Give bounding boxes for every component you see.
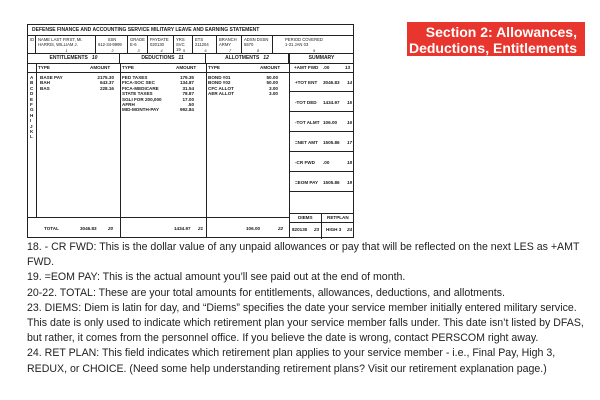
id-cell-grade: GRADE E-6 3 <box>128 36 148 53</box>
list-item: BASE PAY 2175.30 <box>40 75 114 80</box>
divider <box>120 63 121 238</box>
totals-label: TOTAL <box>44 226 59 231</box>
diems-retplan-box <box>289 213 354 239</box>
id-cell-ets: ETS 211204 6 <box>193 36 217 53</box>
summary-cr-fwd: -CR FWD .00 18 <box>289 152 354 172</box>
list-item: STATE TAXES 78.87 <box>122 91 194 97</box>
header-type-ded: TYPE <box>122 65 134 70</box>
diems-value: 820130 <box>292 227 308 232</box>
explanation-paragraph: 18. - CR FWD: This is the dollar value of any unpaid allowances or pay that will be reflected on the next LES as +AMT FWD. <box>27 241 580 269</box>
allotments-list <box>208 75 278 97</box>
les-form <box>27 24 354 238</box>
totals-ded-num: 21 <box>198 226 204 231</box>
row-letters: A B C D E F G H I J K L <box>30 75 34 140</box>
summary-net-amt: =NET AMT 1505.86 17 <box>289 132 354 152</box>
header-amt-fwd-num: 13 <box>345 65 351 70</box>
header-type-alm: TYPE <box>208 65 220 70</box>
section-summary: SUMMARY <box>308 55 335 61</box>
explanation-paragraph: 20-22. TOTAL: These are your total amounts for entitlements, allowances, deductions, and allotments. <box>27 286 505 299</box>
totals-alm: 106.00 <box>246 226 261 231</box>
id-cell-adsn: ADSN DSSN 5570 8 <box>242 36 273 53</box>
list-item: CFC ALLOT 3.00 <box>208 85 278 91</box>
retplan-label: RETPLAN <box>327 215 349 220</box>
section-entitlements: ENTITLEMENTS 10 <box>28 53 120 63</box>
section-badge <box>407 22 585 56</box>
retplan-value: HIGH 3 <box>326 227 342 232</box>
list-item: BAH 643.37 <box>40 80 114 86</box>
entitlements-list <box>40 75 114 91</box>
id-cell-ssn: SSN 612-34-9999 2 <box>96 36 128 53</box>
retplan-num: 24 <box>347 227 353 232</box>
id-cell-name: NAME LAST FIRST, MI. HARRIS, WILLIAM J. 1 <box>36 36 96 53</box>
explanation-text <box>27 240 593 377</box>
section-allotments: ALLOTMENTS 12 <box>206 53 289 63</box>
divider <box>36 63 37 217</box>
summary-tot-ded: -TOT DED 1434.97 15 <box>289 92 354 112</box>
explanation-paragraph: 24. RET PLAN: This field indicates which retirement plan applies to your service member - i.e., Final Pay, High 3, REDUX, or CHOICE. (Need some help understanding retirement plans? Visit our retirement explanation page.) <box>27 347 556 375</box>
section-badge-line1: Section 2: Allowances, <box>425 24 577 40</box>
header-amount-ded: AMOUNT <box>176 65 197 70</box>
header-amount-alm: AMOUNT <box>260 65 281 70</box>
id-cell-paydate: PAYDATE 020130 4 <box>148 36 174 53</box>
list-item: AER ALLOT 3.00 <box>208 91 278 97</box>
totals-ent-num: 20 <box>108 226 114 231</box>
section-deductions: DEDUCTIONS 11 <box>120 53 206 63</box>
list-item: BOND #01 50.00 <box>208 75 278 80</box>
id-cell-period: PERIOD COVERED 1-31 JAN 03 9 <box>285 37 323 53</box>
list-item: FICA-MEDICARE 31.54 <box>122 85 194 91</box>
diems-num: 23 <box>314 227 320 232</box>
summary-tot-ent: +TOT ENT 3046.83 14 <box>289 72 354 92</box>
diems-label: DIEMS <box>298 215 313 220</box>
totals-alm-num: 22 <box>278 226 284 231</box>
totals-ent: 3046.83 <box>80 226 97 231</box>
summary-eom-pay: =EOM PAY 1505.86 19 <box>289 172 354 192</box>
divider <box>206 63 207 238</box>
id-cell-yrs-svc: YRS SVC 19 5 <box>174 36 193 53</box>
list-item: SGLI FOR 200,000 17.00 <box>122 96 194 102</box>
list-item: FED TAXES 179.35 <box>122 75 194 80</box>
list-item: FICA-SOC SEC 134.87 <box>122 80 194 86</box>
totals-row <box>28 217 289 239</box>
id-row <box>28 36 353 54</box>
header-type-ent: TYPE <box>38 65 50 70</box>
totals-ded: 1434.97 <box>174 226 191 231</box>
section-badge-line2: Deductions, Entitlements <box>408 40 577 56</box>
explanation-paragraph: 23. DIEMS: Diem is latin for day, and “Diems” specifies the date your service member initially entered military service. This date is only used to indicate which retirement plan your service member falls under. This date isn’t listed by DFAS, but rather, it comes from the personnel office. If you believe the date is wrong, contact PERSCOM right away. <box>27 301 584 345</box>
deductions-list <box>122 75 194 113</box>
header-amt-fwd-value: .00 <box>323 65 330 70</box>
list-item: MID-MONTH-PAY 992.84 <box>122 107 194 113</box>
list-item: BOND #02 50.00 <box>208 80 278 86</box>
list-item: AFRH .50 <box>122 102 194 108</box>
header-amt-fwd: +AMT FWD <box>294 65 319 70</box>
summary-tot-almt: -TOT ALMT 106.00 16 <box>289 112 354 132</box>
les-title: DEFENSE FINANCE AND ACCOUNTING SERVICE MILITARY LEAVE AND EARNING STATEMENT <box>28 25 353 36</box>
explanation-paragraph: 19. =EOM PAY: This is the actual amount you’ll see paid out at the end of month. <box>27 271 406 284</box>
id-cell-branch: BRANCH ARMY 7 <box>217 36 242 53</box>
list-item: BAS 228.16 <box>40 85 114 91</box>
header-amount-ent: AMOUNT <box>90 65 111 70</box>
id-cell-id: ID <box>28 36 36 53</box>
